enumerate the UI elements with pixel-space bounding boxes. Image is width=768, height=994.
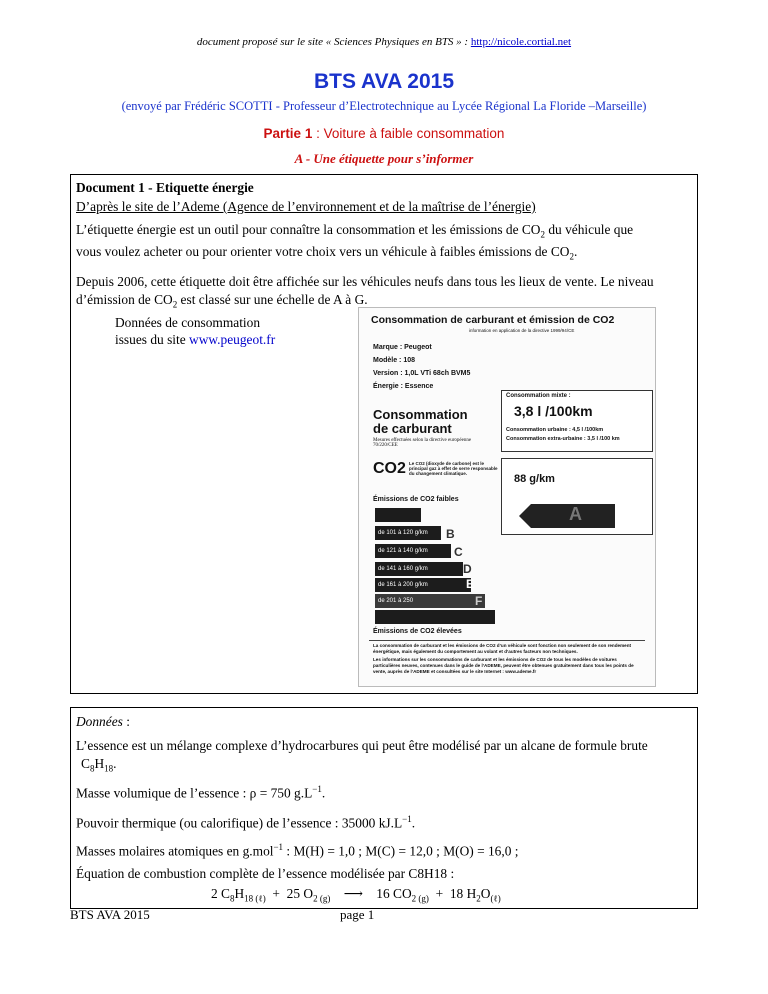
donnees-title [76, 711, 130, 732]
doc1-source: D’après le site de l’Ademe (Agence de l’environnement et de la maîtrise de l’énergie) [76, 199, 536, 214]
peugeot-link[interactable]: www.peugeot.fr [189, 332, 276, 347]
header-text: document proposé sur le site « Sciences Physiques en BTS » : [196, 36, 469, 48]
doc1-paragraph-2: Depuis 2006, cette étiquette doit être affichée sur les véhicules neufs dans tous les lieux de vente. Le niveau [76, 274, 654, 289]
energy-label-image [358, 307, 656, 687]
class-bar-5-text: de 161 à 200 g/km [378, 582, 428, 588]
label-conso-mixte-value: 3,8 l /100km [514, 403, 593, 419]
label-conso-mixte-label: Consommation mixte : [506, 393, 571, 399]
class-letter-f: F [475, 594, 483, 608]
label-conso-extra: Consommation extra-urbaine : 3,5 l /100 km [506, 436, 620, 442]
label-conso-title-1: Consommation [373, 407, 468, 422]
class-a-arrow-icon [519, 504, 615, 528]
class-bar-4-text: de 141 à 160 g/km [378, 566, 428, 572]
page-header [0, 36, 768, 48]
label-modele: Modèle : 108 [373, 357, 416, 364]
partie-heading [0, 126, 768, 141]
label-footer-2: Les informations sur les consommations de carburant et les émissions de CO2 de tous les modèles de voitures particulières neuves, contenues dans le guide de l’ADEME, peuvent être obtenues gratuitement dans tous les points de vente, auprès de l’ADEME et consultées sur le site Internet : www.ademe.fr [373, 657, 634, 674]
donnees-pouvoir-text: Pouvoir thermique (ou calorifique) de l’essence : 35000 kJ.L [76, 815, 403, 831]
class-bar-5 [375, 578, 471, 592]
label-conso-title-2: de carburant [373, 421, 452, 436]
partie-number: Partie 1 [263, 126, 313, 141]
donnees-masses-molaires-b: : M(H) = 1,0 ; M(C) = 12,0 ; M(O) = 16,0 ; [283, 843, 519, 859]
label-version: Version : 1,0L VTi 68ch BVM5 [373, 370, 471, 377]
sender-line: (envoyé par Frédéric SCOTTI - Professeur d’Electrotechnique au Lycée Régional La Floride –Marseille) [121, 99, 647, 113]
data-source-label [115, 314, 275, 348]
class-bar-3-text: de 121 à 140 g/km [378, 548, 428, 554]
donnees-colon: : [122, 714, 130, 729]
label-conso-urbaine: Consommation urbaine : 4,5 l /100km [506, 427, 604, 433]
label-footer-1: La consommation de carburant et les émissions de CO2 d’un véhicule sont fonction non seulement de son rendement énergétique, mais également du comportement au volant et d’autres facteurs non techniques. [373, 643, 632, 654]
label-faibles: Émissions de CO2 faibles [373, 496, 459, 503]
footer-page: page 1 [340, 907, 375, 922]
label-co2-text: Le CO2 (dioxyde de carbone) est le principal gaz à effet de serre responsable du changement climatique. [409, 461, 498, 476]
data-source-line1: Données de consommation [115, 315, 261, 330]
class-bar-7 [375, 610, 495, 624]
label-class-a: A [569, 504, 582, 524]
label-subheading: information en application de la directive 1999/94/CE [469, 328, 575, 333]
donnees-equation-intro: Équation de combustion complète de l’essence modélisée par C8H18 : [76, 866, 455, 881]
label-heading: Consommation de carburant et émission de CO2 [371, 314, 615, 326]
donnees-masse-volumique-text: Masse volumique de l’essence : ρ = 750 g.L [76, 785, 313, 801]
class-bar-2-text: de 101 à 120 g/km [378, 530, 428, 536]
doc1-para2-c: est classé sur une échelle de A à G. [177, 292, 368, 307]
label-conso-title [373, 408, 468, 436]
data-source-line2: issues du site [115, 332, 190, 347]
class-bar-1 [375, 508, 421, 522]
donnees-title-text: Données [76, 714, 123, 729]
class-bar-3 [375, 544, 451, 558]
donnees-line-1: L’essence est un mélange complexe d’hydrocarbures qui peut être modélisé par un alcane de formule brute [76, 738, 648, 753]
donnees-masse-volumique: Masse volumique de l’essence : ρ = 750 $g.L^{-1}$. [76, 784, 326, 801]
section-a-heading: A - Une étiquette pour s’informer [294, 151, 474, 166]
label-co2-value: 88 g/km [514, 473, 555, 485]
doc1-paragraph-2b: d’émission de $CO_2$ est classé sur une échelle de A à G. [76, 292, 368, 310]
combustion-equation: 2 $C_8H_{18 (\ell)} + 25$ $O_{2 (g)}$ ⟶ 16 $CO_{2 (g)} + 18$ $H_2O_{(\ell)}$ [211, 886, 501, 904]
donnees-pouvoir: Pouvoir thermique (ou calorifique) de l’essence : 35000 $kJ.L^{-1}$. [76, 814, 416, 831]
donnees-box [70, 707, 698, 909]
footer-left: BTS AVA 2015 [70, 907, 150, 922]
label-conso-box [501, 390, 653, 452]
donnees-formula: $C_8H_{18}$. [81, 756, 117, 774]
donnees-masses-molaires-a: Masses molaires atomiques en g.mol [76, 843, 274, 859]
class-letter-d: D [463, 562, 472, 576]
label-mesures: Mesures effectuées selon la directive européenne 70/220/CEE [373, 438, 472, 448]
header-link[interactable]: http://nicole.cortial.net [470, 36, 572, 48]
class-letter-b: B [446, 527, 455, 541]
donnees-masses-molaires: Masses molaires atomiques en g.mol$^{-1}$ : M(H) = 1,0 ; M(C) = 12,0 ; M(O) = 16,0 ; [76, 842, 519, 859]
class-bar-6-text: de 201 à 250 [378, 598, 414, 604]
doc1-paragraph-1b: vous voulez acheter ou pour orienter votre choix vers un véhicule à faibles émissions de $CO_2$. [76, 244, 578, 262]
label-energie: Énergie : Essence [373, 383, 434, 390]
doc1-para1-a: L’étiquette énergie est un outil pour connaître la consommation et les émissions de CO [76, 222, 541, 237]
class-bar-2 [375, 526, 441, 540]
label-co2-big: CO2 [373, 460, 406, 477]
doc1-para1-c: vous voulez acheter ou pour orienter votre choix vers un véhicule à faibles émissions de CO [76, 244, 570, 259]
doc1-paragraph-1: L’étiquette énergie est un outil pour connaître la consommation et les émissions de $CO_2$ du véhicule que [76, 222, 634, 240]
class-letter-c: C [454, 545, 463, 559]
doc1-para2-b: d’émission de CO [76, 292, 173, 307]
doc1-para1-b: du véhicule que [544, 222, 634, 237]
doc1-title: Document 1 - Etiquette énergie [76, 180, 254, 195]
label-divider [369, 640, 645, 641]
partie-title: : Voiture à faible consommation [312, 126, 505, 141]
label-elevees: Émissions de CO2 élevées [373, 628, 462, 635]
class-letter-e: E [466, 577, 475, 591]
class-bar-6 [375, 594, 485, 608]
class-bar-4 [375, 562, 463, 576]
label-marque: Marque : Peugeot [373, 344, 432, 351]
page-title: BTS AVA 2015 [313, 70, 455, 93]
